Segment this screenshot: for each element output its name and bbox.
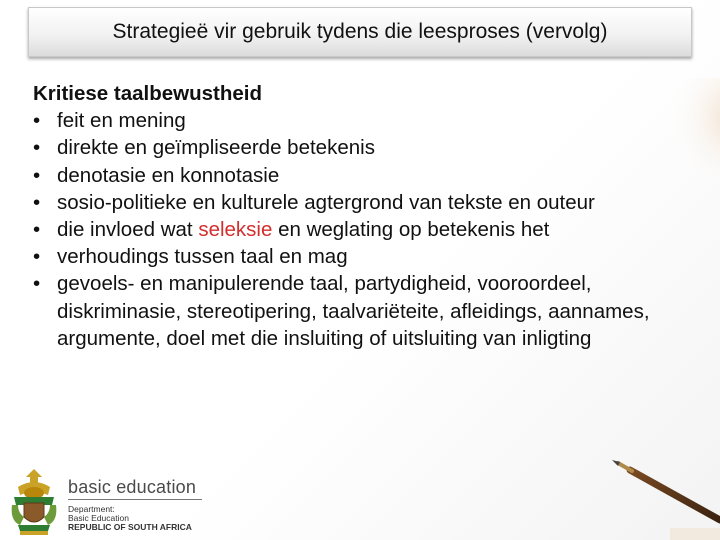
- slide-content: [33, 80, 703, 352]
- org-name: basic education: [68, 477, 197, 497]
- department-logo: [4, 463, 214, 540]
- org-department-name: Basic Education: [68, 513, 129, 523]
- slide-title: Strategieë vir gebruik tydens die leesproses (vervolg): [112, 20, 608, 43]
- bullet-item: [33, 216, 703, 243]
- org-country: REPUBLIC OF SOUTH AFRICA: [68, 522, 192, 532]
- org-department-label: Department:: [68, 504, 115, 514]
- highlighted-term: seleksie: [198, 218, 273, 242]
- coat-of-arms-icon: [6, 465, 62, 537]
- bullet-item: • feit en mening: [33, 107, 703, 134]
- bullet-item: • denotasie en konnotasie: [33, 162, 703, 189]
- bullet-item: • gevoels- en manipulerende taal, partydigheid, vooroordeel, diskriminasie, stereotipering, taalvariëteite, afleidings, aannames, argumente, doel met die insluiting of uitsluiting van inligting: [33, 270, 703, 352]
- title-bar: [28, 7, 692, 57]
- bullet-item: • sosio-politieke en kulturele agtergrond van tekste en outeur: [33, 189, 703, 216]
- bullet-text: die invloed wat: [57, 218, 199, 242]
- bullet-text: en weglating op betekenis het: [272, 218, 550, 242]
- bullet-item: • verhoudings tussen taal en mag: [33, 243, 703, 270]
- bullet-item: • direkte en geïmpliseerde betekenis: [33, 134, 703, 161]
- bullet-list: [33, 107, 703, 352]
- fountain-pen-icon: [610, 450, 720, 540]
- org-divider: [68, 499, 202, 500]
- section-heading: Kritiese taalbewustheid: [33, 82, 262, 105]
